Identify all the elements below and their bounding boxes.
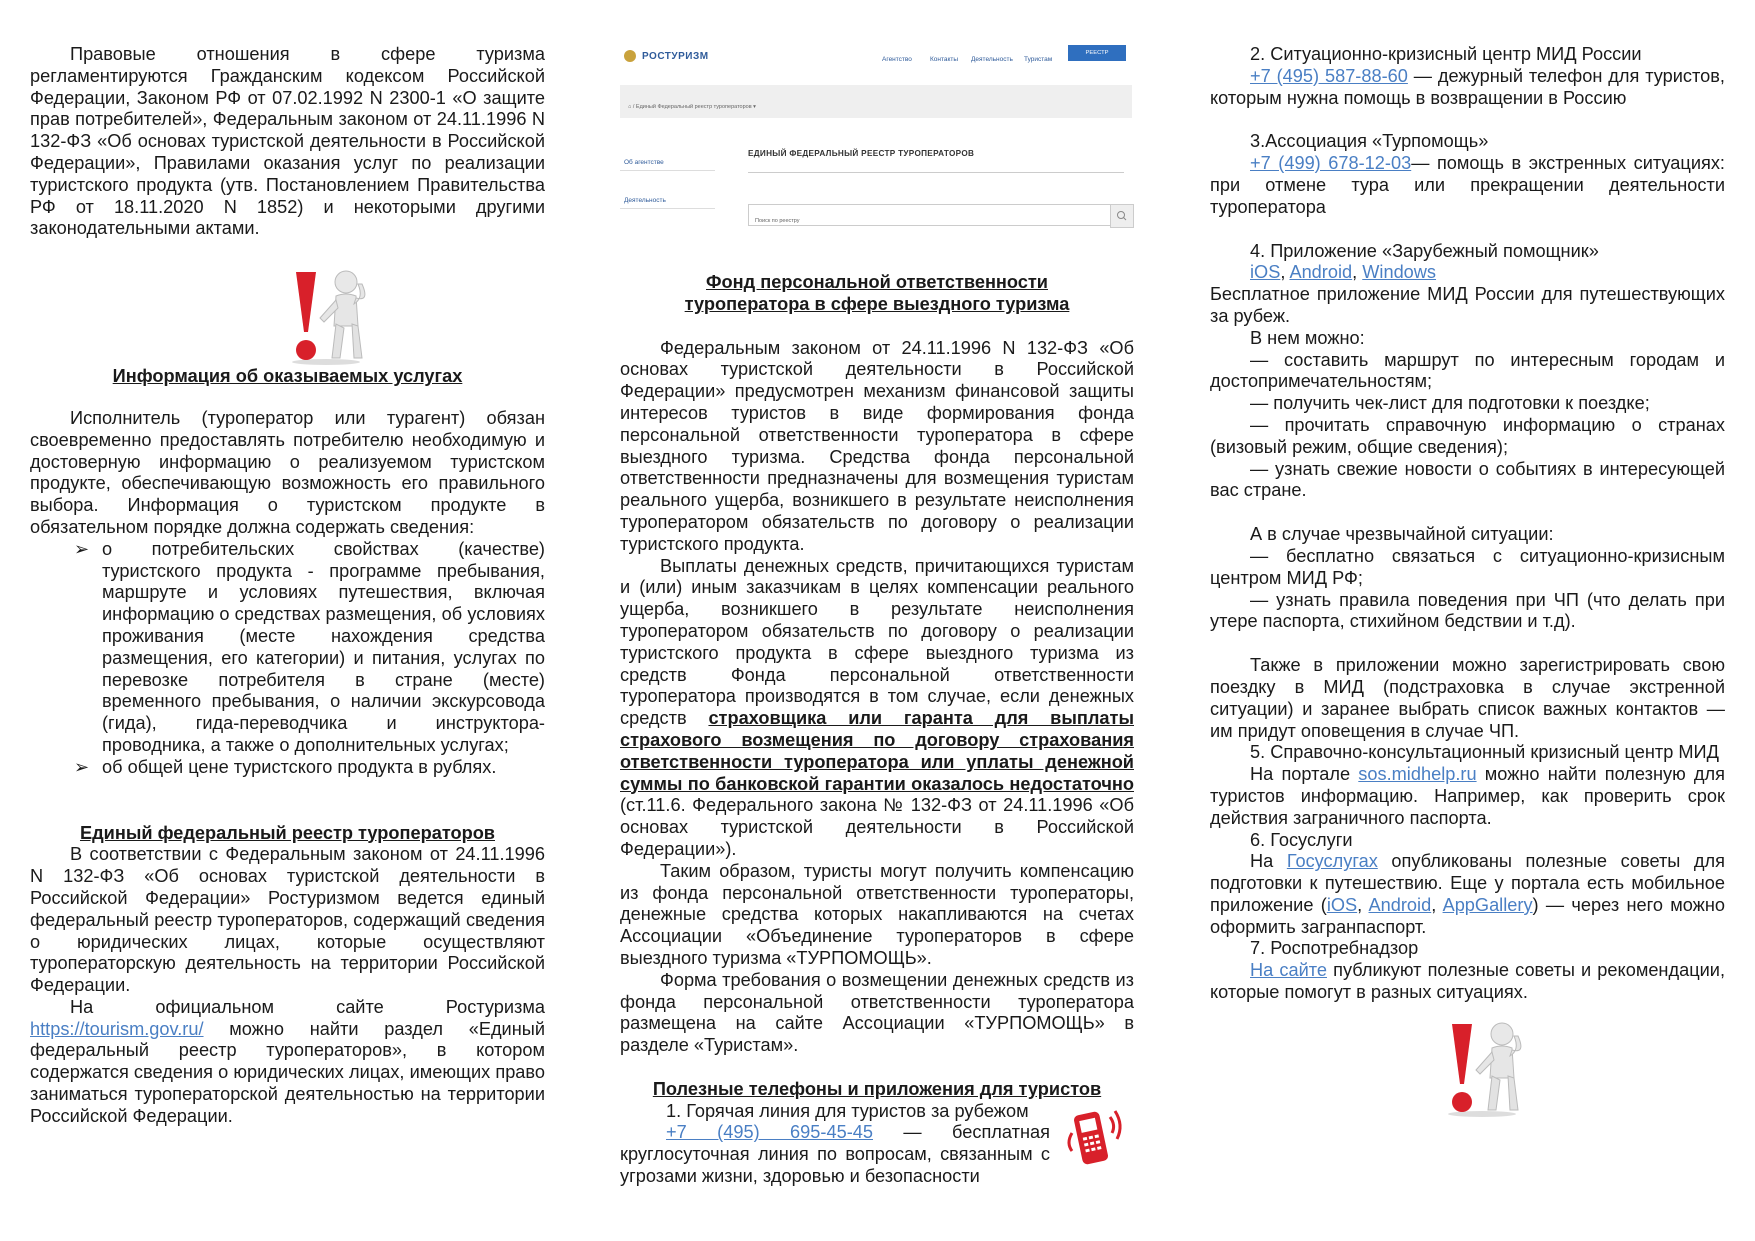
ios-link[interactable]: iOS [1326, 894, 1358, 915]
registry-search-input: Поиск по реестру [748, 204, 1112, 226]
registry-title: ЕДИНЫЙ ФЕДЕРАЛЬНЫЙ РЕЕСТР ТУРОПЕРАТОРОВ [748, 149, 975, 158]
list-item: — бесплатно связаться с ситуационно-кризисным центром МИД РФ; [1210, 545, 1725, 588]
services-heading: Информация об оказываемых услугах [112, 366, 463, 387]
android-link[interactable]: Android [1289, 262, 1353, 283]
bullet-item: ➢ о потребительских свойствах (качестве) туристского продукта - программе пребывания, маршруте и условиях путешествия, включая информацию о средствах размещения, об условиях проживания (месте нахождения средства размещения, его категории) и питания, услугах по перевозке потребителя в стране (месте) временного пребывания, о наличии экскурсовода (гида), гида-переводчика и инструктора-проводника, а также о дополнительных услугах; [74, 538, 545, 755]
nav-item: Контакты [930, 56, 959, 63]
screenshot-breadcrumb: ⌂ / Единый Федеральный реестр туроператоров ▾ [620, 85, 1132, 118]
nav-item: Деятельность [971, 56, 1013, 63]
rospotrebnadzor-link[interactable]: На сайте [1250, 960, 1327, 981]
nav-item: Туристам [1024, 56, 1053, 63]
item2-title: 2. Ситуационно-кризисный центр МИД России [1250, 44, 1642, 64]
screenshot-header [620, 40, 1132, 72]
search-icon [1110, 204, 1134, 228]
exclamation-figure-icon [274, 266, 394, 366]
ringing-phone-icon [1060, 1103, 1126, 1173]
fund-paragraph-4: Форма требования о возмещении денежных средств из фонда персональной ответственности туроператора размещена на сайте Ассоциации «ТУРПОМОЩЬ» в разделе «Туристам». [620, 969, 1134, 1056]
registry-paragraph: В соответствии с Федеральным законом от 24.11.1996 N 132-ФЗ «Об основах туристской деятельности в Российской Федерации» Ростуризмом ведется единый федеральный реестр туроператоров, содержащий сведения о юридических лицах, которые осуществляют туроператорскую деятельность на территории Российской Федерации. [30, 844, 545, 996]
item3-title: 3.Ассоциация «Турпомощь» [1250, 131, 1489, 152]
item4-can: В нем можно: [1250, 327, 1365, 348]
fund-paragraph-1: Федеральным законом от 24.11.1996 N 132-ФЗ «Об основах туристской деятельности в Российской Федерации» предусмотрен механизм финансовой защиты интересов туристов в виде формирования фонда персональной ответственности туроператора в сфере выездного туризма. Средства фонда персональной ответственности предназначены для возмещения туристам реального ущерба, возникшего в результате неисполнения туроператором обязательств по договору о реализации туристского продукта. [620, 337, 1134, 554]
fund-paragraph-2: Выплаты денежных средств, причитающихся туристам и (или) иным заказчикам в целях компенсации реального ущерба, возникшего в результате неисполнения туроператором обязательств по договору о реализации туристского продукта в сфере выездного туризма из средств Фонда персональной ответственности туроператора производятся в том случае, если денежных средств страховщика или гаранта для выплаты страхового возмещения по договору страхования ответственности туроператора или уплаты денежной суммы по банковской гарантии оказалось недостаточно (ст.11.6. Федерального закона № 132-ФЗ от 24.11.1996 «Об основах туристской деятельности в Российской Федерации»). [620, 555, 1134, 859]
registry-site-paragraph: На официальном сайте Ростуризма https://tourism.gov.ru/ можно найти раздел «Единый федеральный реестр туроператоров», в котором содержатся сведения о юридических лицах, имеющих право заниматься туроператорской деятельностью на территории Российской Федерации. [30, 996, 545, 1126]
phones-heading: Полезные телефоны и приложения для туристов [652, 1078, 1102, 1099]
item7-paragraph: На сайте публикуют полезные советы и рекомендации, которые помогут в разных ситуациях. [1210, 960, 1725, 1003]
side-item-activity: Деятельность [624, 197, 666, 204]
ios-link[interactable]: iOS [1250, 262, 1281, 283]
bullet-item: ➢ об общей цене туристского продукта в рублях. [74, 756, 497, 777]
item5-title: 5. Справочно-консультационный кризисный центр МИД [1250, 742, 1719, 763]
item4-links: iOS, Android, Windows [1250, 262, 1437, 283]
android-link[interactable]: Android [1368, 894, 1432, 915]
fund-heading: Фонд персональной ответственности туроператора в сфере выездного туризма [684, 272, 1070, 314]
item4-title: 4. Приложение «Зарубежный помощник» [1250, 240, 1599, 261]
turpomosh-phone-link[interactable]: +7 (499) 678-12-03 [1250, 153, 1412, 174]
item3-paragraph: +7 (499) 678-12-03— помощь в экстренных ситуациях: при отмене тура или прекращении деятельности туроператора [1210, 153, 1725, 217]
item5-paragraph: На портале sos.midhelp.ru можно найти полезную для туристов информацию. Например, как проверить срок действия заграничного паспорта. [1210, 764, 1725, 828]
bullet-marker: ➢ [74, 538, 90, 559]
item2-paragraph: +7 (495) 587-88-60 — дежурный телефон для туристов, которым нужна помощь в возвращении в Россию [1210, 65, 1725, 108]
nav-item: Агентство [882, 56, 912, 63]
exclamation-figure-icon [1430, 1018, 1550, 1118]
also-paragraph: Также в приложении можно зарегистрировать свою поездку в МИД (подстраховка в случае экстренной ситуации) и заранее выбрать список важных контактов — им придут оповещения в случае ЧП. [1210, 655, 1725, 741]
registry-heading: Единый федеральный реестр туроператоров [79, 822, 495, 843]
services-paragraph: Исполнитель (туроператор или турагент) обязан своевременно предоставлять потребителю необходимую и достоверную информацию о реализуемом туристском продукте, обеспечивающую возможность его правильного выбора. Информация о туристском продукте в обязательном порядке должна содержать сведения: [30, 407, 545, 537]
item6-title: 6. Госуслуги [1250, 829, 1353, 850]
list-item: — узнать свежие новости о событиях в интересующей вас стране. [1210, 458, 1725, 501]
windows-link[interactable]: Windows [1362, 262, 1437, 283]
emergency-intro: А в случае чрезвычайной ситуации: [1250, 524, 1554, 545]
gosuslugi-link[interactable]: Госуслугах [1286, 851, 1378, 872]
intro-paragraph: Правовые отношения в сфере туризма регламентируются Гражданским кодексом Российской Федерации, Законом РФ от 07.02.1992 N 2300-1 «О защите прав потребителей», Федеральным законом от 24.11.1996 N 132-ФЗ «Об основах туристской деятельности в Российской Федерации», Правилами оказания услуг по реализации туристского продукта (утв. Постановлением Правительства РФ от 18.11.2020 N 1852) и некоторыми другими законодательными актами. [30, 44, 545, 239]
column-right [1210, 44, 1725, 1118]
midhelp-link[interactable]: sos.midhelp.ru [1358, 764, 1477, 785]
list-item: — составить маршрут по интересным городам и достопримечательностям; [1210, 349, 1725, 392]
hotline-block [620, 1101, 1134, 1188]
list-item: — получить чек-лист для подготовки к поездке; [1250, 393, 1650, 414]
item6-paragraph: На Госуслугах опубликованы полезные советы для подготовки к путешествию. Еще у портала есть мобильное приложение (iOS, Android, AppGallery) — через него можно оформить загранпаспорт. [1210, 851, 1726, 937]
rosturizm-logo: РОСТУРИЗМ [624, 46, 709, 68]
item7-title: 7. Роспотребнадзор [1250, 938, 1419, 959]
hotline-phone-link[interactable]: +7 (495) 695-45-45 [666, 1122, 873, 1143]
hotline-paragraph: 1. Горячая линия для туристов за рубежом +7 (495) 695-45-45 — бесплатная круглосуточная линия по вопросам, связанным с угрозами жизни, здоровью и безопасности [620, 1100, 1050, 1187]
tourism-site-link[interactable]: https://tourism.gov.ru/ [30, 1018, 204, 1039]
column-left [30, 44, 545, 1128]
side-item-about: Об агентстве [624, 159, 664, 166]
rosturizm-screenshot [620, 40, 1132, 240]
list-item: — прочитать справочную информацию о странах (визовый режим, общие сведения); [1210, 414, 1725, 457]
register-button: РЕЕСТР ТУРОПЕРАТОРОВ [1068, 45, 1126, 61]
mid-phone-link[interactable]: +7 (495) 587-88-60 [1250, 65, 1408, 86]
bullet-marker: ➢ [74, 756, 90, 777]
appgallery-link[interactable]: AppGallery [1442, 894, 1533, 915]
column-middle [620, 40, 1134, 1188]
list-item: — узнать правила поведения при ЧП (что делать при утере паспорта, стихийном бедствии и т.д). [1210, 589, 1725, 632]
item4-description: Бесплатное приложение МИД России для путешествующих за рубеж. [1210, 284, 1725, 326]
emblem-icon [624, 50, 636, 62]
menu-icon: ≡ [1120, 51, 1126, 62]
fund-paragraph-3: Таким образом, туристы могут получить компенсацию из фонда персональной ответственности туроператоры, денежные средства которых накапливаются на счетах Ассоциации «Объединение туроператоров в сфере выездного туризма «ТУРПОМОЩЬ». [620, 860, 1134, 968]
